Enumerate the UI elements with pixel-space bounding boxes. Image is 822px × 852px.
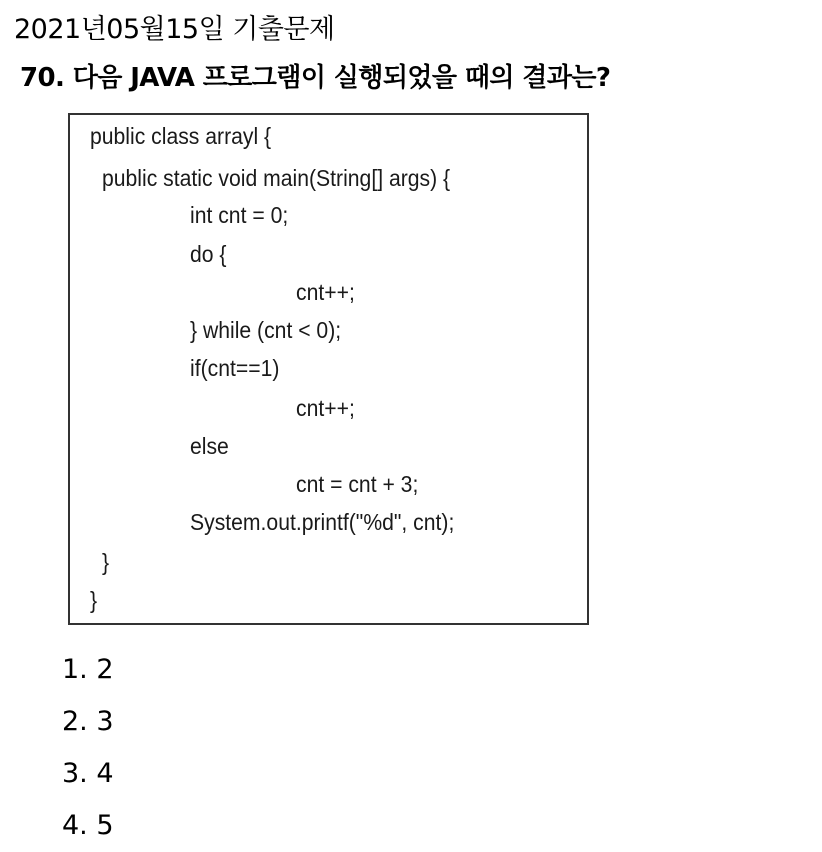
- exam-title: 2021년05월15일 기출문제: [14, 14, 335, 45]
- code-box: [68, 113, 589, 625]
- code-line: do {: [190, 241, 227, 267]
- choice-option[interactable]: 3. 4: [62, 758, 114, 789]
- choice-option[interactable]: 1. 2: [62, 654, 114, 685]
- code-line: int cnt = 0;: [190, 202, 289, 228]
- code-line: }: [102, 549, 110, 575]
- code-line: cnt++;: [296, 395, 355, 421]
- code-line: if(cnt==1): [190, 355, 280, 381]
- code-line: }: [90, 587, 98, 613]
- code-line: cnt++;: [296, 279, 355, 305]
- code-line: cnt = cnt + 3;: [296, 471, 419, 497]
- code-line: public class arrayl {: [90, 123, 272, 149]
- choice-option[interactable]: 2. 3: [62, 706, 114, 737]
- code-line: else: [190, 433, 229, 459]
- code-line: System.out.printf("%d", cnt);: [190, 509, 455, 535]
- code-line: public static void main(String[] args) {: [102, 165, 451, 191]
- choice-option[interactable]: 4. 5: [62, 810, 114, 841]
- code-line: } while (cnt < 0);: [190, 317, 342, 343]
- question-text: 70. 다음 JAVA 프로그램이 실행되었을 때의 결과는?: [20, 63, 611, 93]
